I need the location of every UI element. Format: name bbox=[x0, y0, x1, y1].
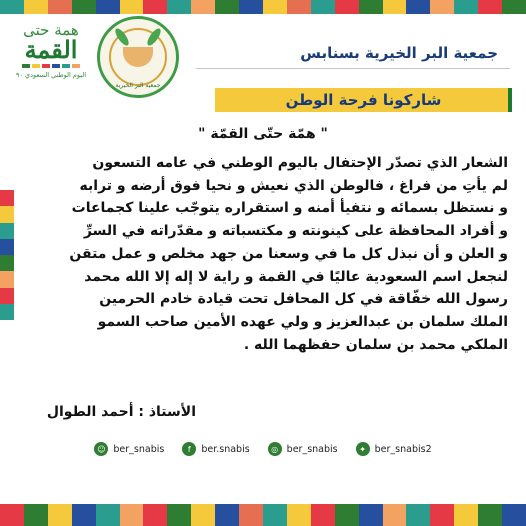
body-line: و أفراد المحافظة على كينونته و مكتسباته و مقدّراته في السرِّ bbox=[83, 223, 508, 240]
left-decorative-strip bbox=[0, 190, 14, 320]
twitter-icon: ✦ bbox=[356, 442, 370, 456]
header-divider bbox=[196, 68, 510, 69]
facebook-handle: ber.snabis bbox=[201, 443, 250, 455]
national-day-logo bbox=[10, 16, 92, 92]
logo-color-bar bbox=[22, 64, 80, 68]
slogan-quote: " همّة حتّى القمّة " bbox=[198, 126, 328, 142]
snapchat-handle: ber_snabis bbox=[113, 443, 165, 455]
instagram-handle: ber_snabis bbox=[286, 443, 338, 455]
hands-icon bbox=[123, 47, 153, 67]
instagram-icon: ◎ bbox=[268, 442, 282, 456]
social-facebook[interactable] bbox=[182, 442, 249, 456]
article-body bbox=[26, 152, 508, 356]
body-line: لنجعل اسم السعودية عاليًا في القمة و راية لا إله إلا الله محمد bbox=[84, 268, 508, 285]
body-line: الشعار الذي تصدّر الإحتفال باليوم الوطني في عامه التسعون bbox=[92, 155, 508, 171]
logo-line2: القمة bbox=[24, 35, 78, 64]
emblem-text: جمعية البر الخيرية bbox=[115, 82, 161, 89]
body-line: و العلن و أن نبذل كل ما في وسعنا من جهد مخلص و عمل متقن bbox=[69, 245, 508, 262]
bottom-decorative-strip bbox=[0, 504, 526, 526]
social-twitter[interactable] bbox=[356, 442, 432, 456]
social-instagram[interactable] bbox=[268, 442, 338, 456]
body-line: و نستظل بسمائه و نتفيأ أمنه و استقراره يتوجّب علينا كجماعات bbox=[71, 200, 508, 217]
banner-text: شاركونا فرحة الوطن bbox=[285, 91, 442, 109]
social-links bbox=[0, 432, 526, 466]
body-line: لم يأتِ من فراغ ، فالوطن الذي نعيش و نحيا فوق أرضه و ترابه bbox=[79, 177, 508, 194]
banner-accent bbox=[508, 88, 512, 112]
title-banner bbox=[215, 88, 512, 112]
social-snapchat[interactable] bbox=[94, 442, 164, 456]
twitter-handle: ber_snabis2 bbox=[374, 443, 432, 455]
top-decorative-strip bbox=[0, 0, 526, 14]
logo-line1: همة حتى bbox=[23, 21, 79, 39]
logo-line3: اليوم الوطني السعودي ٩٠ bbox=[15, 71, 87, 79]
organization-name: جمعية البر الخيرية بسنابس bbox=[300, 44, 498, 62]
body-line: الملكي محمد بن سلمان حفظهما الله . bbox=[243, 336, 508, 353]
body-line: رسول الله خفّاقة في كل المحافل تحت قيادة خادم الحرمين bbox=[99, 291, 508, 308]
body-line: الملك سلمان بن عبدالعزيز و ولي عهده الأمين صاحب السمو bbox=[97, 313, 508, 330]
snapchat-icon: ☺ bbox=[94, 442, 108, 456]
facebook-icon: f bbox=[182, 442, 196, 456]
author-name: الأستاذ : أحمد الطوال bbox=[46, 404, 196, 420]
charity-emblem bbox=[97, 16, 179, 98]
